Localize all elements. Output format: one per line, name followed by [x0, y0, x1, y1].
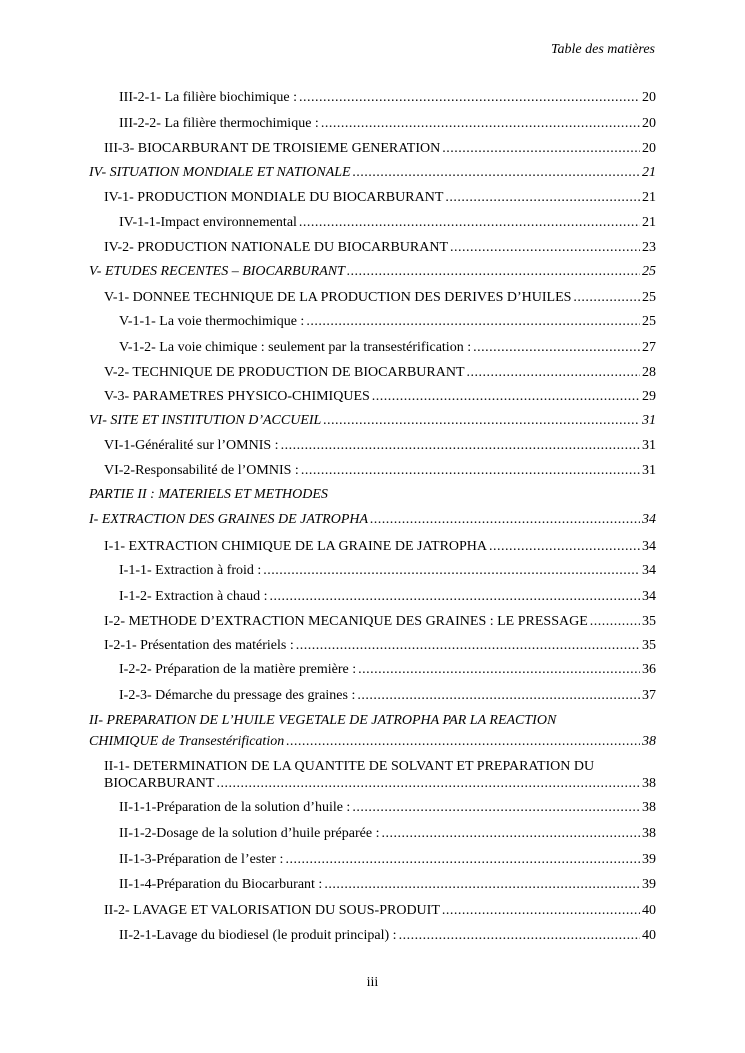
toc-entry-page: 20	[642, 141, 656, 156]
toc-entry-label: VI-2-Responsabilité de l’OMNIS :	[104, 463, 299, 478]
toc-entry-label: II-1-2-Dosage de la solution d’huile préparée :	[119, 826, 380, 841]
toc-entry-page: 21	[642, 190, 656, 205]
toc-entry-label: I- EXTRACTION DES GRAINES DE JATROPHA	[89, 512, 369, 527]
toc-leader-dots	[399, 927, 640, 945]
toc-entry-page: 25	[642, 264, 656, 279]
toc-entry-label-line1: II-1- DETERMINATION DE LA QUANTITE DE SOLVANT ET PREPARATION DU	[104, 759, 595, 774]
page-number: iii	[366, 975, 379, 990]
toc-entry-page: 27	[642, 340, 656, 355]
toc-entry[interactable]	[89, 164, 656, 182]
toc-entry-label: I-2-2- Préparation de la matière première :	[119, 662, 357, 677]
toc-leader-dots	[450, 239, 640, 257]
toc-entry-page: 38	[642, 826, 656, 841]
toc-entry-page: 31	[642, 438, 656, 453]
toc-entry-page: 34	[642, 512, 656, 527]
toc-entry-label: VI-1-Généralité sur l’OMNIS :	[104, 438, 279, 453]
toc-entry-label: I-1-2- Extraction à chaud :	[119, 589, 268, 604]
toc-entry-label: V-3- PARAMETRES PHYSICO-CHIMIQUES	[104, 389, 370, 404]
toc-entry-page: 31	[642, 413, 656, 428]
toc-entry-label: II-1-3-Préparation de l’ester :	[119, 852, 284, 867]
toc-leader-dots	[270, 588, 641, 606]
toc-entry-label: V-2- TECHNIQUE DE PRODUCTION DE BIOCARBURANT	[104, 365, 465, 380]
toc-entry-label: I-1- EXTRACTION CHIMIQUE DE LA GRAINE DE JATROPHA	[104, 539, 488, 554]
toc-entry[interactable]	[104, 388, 656, 406]
toc-entry[interactable]	[119, 799, 656, 817]
toc-entry[interactable]	[119, 89, 656, 107]
toc-entry-label: V-1-1- La voie thermochimique :	[119, 314, 305, 329]
toc-entry[interactable]	[119, 339, 656, 357]
toc-entry[interactable]	[119, 851, 656, 869]
part-heading: PARTIE II : MATERIELS ET METHODES	[89, 487, 328, 502]
toc-entry-page: 34	[642, 563, 656, 578]
toc-leader-dots	[358, 661, 640, 679]
toc-entry-label: IV-2- PRODUCTION NATIONALE DU BIOCARBURANT	[104, 240, 449, 255]
toc-entry-label: V-1- DONNEE TECHNIQUE DE LA PRODUCTION DES DERIVES D’HUILES	[104, 290, 572, 305]
toc-leader-dots	[285, 851, 640, 869]
toc-entry[interactable]	[104, 239, 656, 257]
toc-entry-label: BIOCARBURANT	[104, 776, 215, 791]
toc-entry[interactable]	[104, 140, 656, 158]
toc-entry-label: III-2-1- La filière biochimique :	[119, 90, 298, 105]
toc-entry[interactable]	[104, 462, 656, 480]
toc-leader-dots	[352, 799, 640, 817]
toc-entry-label: V- ETUDES RECENTES – BIOCARBURANT	[89, 264, 345, 279]
toc-leader-dots	[323, 412, 640, 430]
toc-entry[interactable]	[119, 313, 656, 331]
toc-leader-dots	[216, 775, 640, 793]
toc-entry-page: 29	[642, 389, 656, 404]
toc-entry-page: 36	[642, 662, 656, 677]
toc-entry-label: II-2-1-Lavage du biodiesel (le produit principal) :	[119, 928, 397, 943]
toc-entry-page: 40	[642, 928, 656, 943]
toc-entry-label: V-1-2- La voie chimique : seulement par la transestérification :	[119, 340, 472, 355]
toc-entry-page: 38	[642, 800, 656, 815]
toc-leader-dots	[573, 289, 640, 307]
toc-leader-dots	[381, 825, 640, 843]
toc-entry-page: 40	[642, 903, 656, 918]
toc-leader-dots	[442, 140, 640, 158]
toc-entry[interactable]	[104, 364, 656, 382]
toc-leader-dots	[321, 115, 640, 133]
toc-leader-dots	[281, 437, 640, 455]
toc-entry[interactable]	[119, 876, 656, 894]
toc-entry[interactable]	[104, 613, 656, 631]
toc-entry-label: VI- SITE ET INSTITUTION D’ACCUEIL	[89, 413, 322, 428]
toc-leader-dots	[263, 562, 640, 580]
toc-entry-label: IV-1- PRODUCTION MONDIALE DU BIOCARBURANT	[104, 190, 444, 205]
toc-entry[interactable]	[119, 825, 656, 843]
toc-entry[interactable]	[119, 927, 656, 945]
toc-leader-dots	[442, 902, 640, 920]
toc-entry[interactable]	[104, 637, 656, 655]
toc-entry-label: CHIMIQUE de Transestérification	[89, 734, 285, 749]
toc-entry[interactable]	[119, 687, 656, 705]
toc-entry-label: III-2-2- La filière thermochimique :	[119, 116, 319, 131]
toc-entry-page: 34	[642, 589, 656, 604]
toc-leader-dots	[590, 613, 640, 631]
toc-leader-dots	[372, 388, 640, 406]
toc-entry-label: I-2-1- Présentation des matériels :	[104, 638, 294, 653]
running-header: Table des matières	[551, 42, 655, 57]
toc-entry[interactable]	[89, 263, 656, 281]
toc-entry-label: II-1-4-Préparation du Biocarburant :	[119, 877, 323, 892]
toc-entry-page: 34	[642, 539, 656, 554]
toc-leader-dots	[353, 164, 640, 182]
toc-entry[interactable]	[104, 902, 656, 920]
toc-entry[interactable]	[104, 289, 656, 307]
toc-entry-page: 25	[642, 314, 656, 329]
toc-entry[interactable]	[119, 115, 656, 133]
toc-entry-page: 25	[642, 290, 656, 305]
toc-leader-dots	[445, 189, 640, 207]
toc-entry[interactable]	[104, 437, 656, 455]
toc-entry-page: 39	[642, 877, 656, 892]
toc-leader-dots	[357, 687, 640, 705]
toc-leader-dots	[467, 364, 641, 382]
toc-entry[interactable]	[104, 538, 656, 556]
toc-entry-page: 31	[642, 463, 656, 478]
toc-entry-page: 37	[642, 688, 656, 703]
toc-leader-dots	[301, 462, 640, 480]
toc-leader-dots	[299, 89, 640, 107]
toc-entry-page: 20	[642, 116, 656, 131]
toc-entry-label: IV- SITUATION MONDIALE ET NATIONALE	[89, 165, 351, 180]
toc-entry[interactable]	[89, 733, 656, 751]
toc-entry[interactable]	[119, 588, 656, 606]
toc-entry[interactable]	[119, 214, 656, 232]
toc-entry-label: III-3- BIOCARBURANT DE TROISIEME GENERATION	[104, 141, 441, 156]
toc-entry-page: 38	[642, 734, 656, 749]
toc-leader-dots	[306, 313, 640, 331]
toc-entry-page: 35	[642, 614, 656, 629]
toc-leader-dots	[473, 339, 640, 357]
toc-leader-dots	[286, 733, 640, 751]
toc-entry-page: 35	[642, 638, 656, 653]
toc-leader-dots	[296, 637, 640, 655]
toc-leader-dots	[299, 214, 640, 232]
toc-leader-dots	[489, 538, 640, 556]
toc-entry[interactable]	[119, 661, 656, 679]
toc-leader-dots	[324, 876, 640, 894]
toc-entry-page: 38	[642, 776, 656, 791]
toc-entry[interactable]	[89, 511, 656, 529]
toc-entry-page: 20	[642, 90, 656, 105]
toc-entry-page: 28	[642, 365, 656, 380]
toc-entry-label: I-2- METHODE D’EXTRACTION MECANIQUE DES GRAINES : LE PRESSAGE	[104, 614, 588, 629]
toc-entry-label: II-2- LAVAGE ET VALORISATION DU SOUS-PRODUIT	[104, 903, 440, 918]
toc-entry-label: IV-1-1-Impact environnemental	[119, 215, 297, 230]
toc-entry-label: II-1-1-Préparation de la solution d’huile :	[119, 800, 351, 815]
toc-leader-dots	[347, 263, 640, 281]
toc-entry[interactable]	[119, 562, 656, 580]
toc-leader-dots	[370, 511, 640, 529]
toc-entry[interactable]	[89, 412, 656, 430]
toc-entry-page: 21	[642, 215, 656, 230]
toc-entry-label: I-1-1- Extraction à froid :	[119, 563, 262, 578]
toc-entry-page: 39	[642, 852, 656, 867]
toc-entry-label-line1: II- PREPARATION DE L’HUILE VEGETALE DE JATROPHA PAR LA REACTION	[89, 713, 557, 728]
toc-entry[interactable]	[104, 189, 656, 207]
toc-entry-page: 21	[642, 165, 656, 180]
toc-entry[interactable]	[104, 775, 656, 793]
toc-entry-page: 23	[642, 240, 656, 255]
toc-entry-label: I-2-3- Démarche du pressage des graines :	[119, 688, 356, 703]
